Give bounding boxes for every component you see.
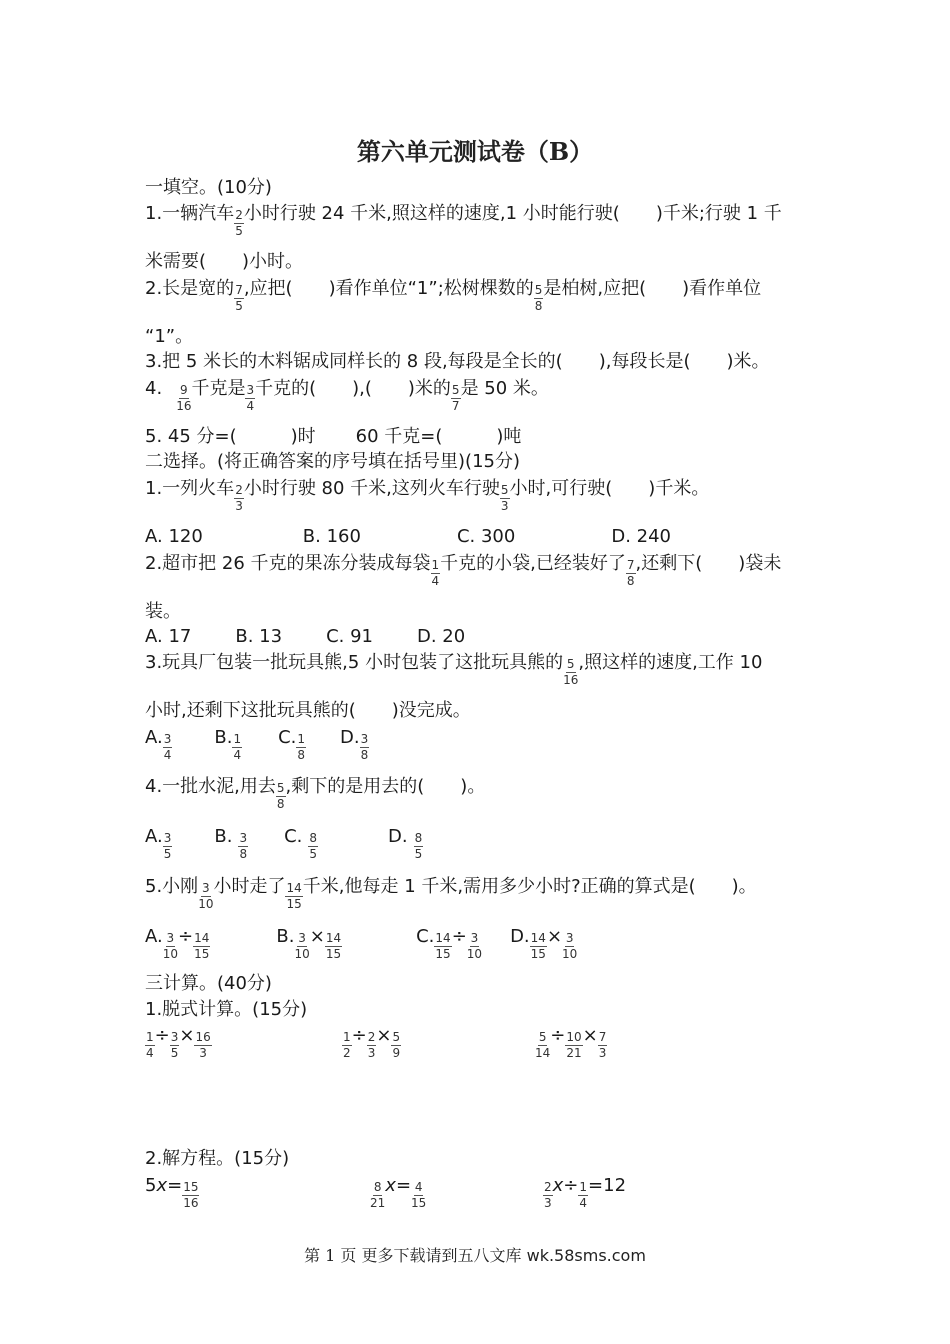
- equation-2: $\frac{8}{21}$ x= $\frac{4}{15}$: [370, 1175, 427, 1208]
- fill-heading: 一填空。(10分): [145, 177, 272, 198]
- choice-question-2-cont: 装。: [145, 601, 181, 622]
- fraction: $\frac{14}{15}$: [286, 883, 302, 909]
- fill-question-3: 3.把 5 米长的木料锯成同样长的 8 段,每段是全长的( ),每段长是( )米。: [145, 351, 770, 372]
- fill-question-2: 2.长是宽的 $\frac{7}{5}$ ,应把( )看作单位“1”;松树棵数的 $\frac{5}{8}$ 是柏树,应把( )看作单位: [145, 278, 762, 311]
- fraction: $\frac{5}{7}$: [451, 385, 460, 411]
- calc-expression-3: $\frac{5}{14}$ ÷ $\frac{10}{21}$ × $\frac{7}{3}$: [535, 1025, 607, 1058]
- fraction: $\frac{7}{8}$: [626, 560, 635, 586]
- fraction: $\frac{5}{8}$: [534, 285, 543, 311]
- choice-question-3-cont: 小时,还剩下这批玩具熊的( )没完成。: [145, 700, 471, 721]
- option-c[interactable]: C. $\frac{8}{5}$: [284, 826, 318, 859]
- option-d[interactable]: D. $\frac{14}{15}$ × $\frac{3}{10}$: [510, 926, 578, 959]
- choice-question-5: 5.小刚 $\frac{3}{10}$ 小时走了 $\frac{14}{15}$ 千米,他每走 1 千米,需用多少小时?正确的算式是( )。: [145, 876, 757, 909]
- fill-question-4: 4. $\frac{9}{16}$ 千克是 $\frac{3}{4}$ 千克的( ),( )米的 $\frac{5}{7}$ 是 50 米。: [145, 378, 549, 411]
- option-b[interactable]: B. $\frac{1}{4}$: [214, 727, 242, 760]
- choice-question-4: 4.一批水泥,用去 $\frac{5}{8}$ ,剩下的是用去的( )。: [145, 776, 486, 809]
- option-b[interactable]: B. $\frac{3}{8}$: [214, 826, 248, 859]
- fraction: $\frac{2}{5}$: [235, 210, 243, 236]
- choice-question-3: 3.玩具厂包装一批玩具熊,5 小时包装了这批玩具熊的 $\frac{5}{16}$ ,照这样的速度,工作 10: [145, 652, 763, 685]
- fraction: $\frac{3}{10}$: [198, 883, 214, 909]
- choice-question-3-options: [145, 726, 369, 760]
- choice-question-2-options: [145, 625, 465, 649]
- fraction: $\frac{2}{3}$: [235, 485, 243, 511]
- option-b[interactable]: B. 13: [235, 626, 283, 647]
- choice-question-2: 2.超市把 26 千克的果冻分装成每袋 $\frac{1}{4}$ 千克的小袋,已经装好了 $\frac{7}{8}$ ,还剩下( )袋未: [145, 553, 782, 586]
- fraction: $\frac{5}{8}$: [276, 783, 285, 809]
- choice-question-1: 1.一列火车 $\frac{2}{3}$ 小时行驶 80 千米,这列火车行驶 $\frac{5}{3}$ 小时,可行驶( )千米。: [145, 478, 710, 511]
- footer-text: 第 1 页 更多下载请到五八文库: [304, 1246, 522, 1265]
- calc-expression-1: $\frac{1}{4}$ ÷ $\frac{3}{5}$ × $\frac{16}{3}$: [146, 1025, 211, 1058]
- option-b[interactable]: B. $\frac{3}{10}$ × $\frac{14}{15}$: [276, 926, 342, 959]
- option-c[interactable]: C. $\frac{1}{8}$: [278, 727, 306, 760]
- calc-heading: 三计算。(40分): [145, 973, 272, 994]
- footer-site-link[interactable]: wk.58sms.com: [526, 1246, 646, 1265]
- fraction: $\frac{5}{3}$: [500, 485, 509, 511]
- fraction: $\frac{7}{5}$: [235, 285, 243, 311]
- fraction: $\frac{9}{16}$: [176, 385, 192, 411]
- option-a[interactable]: A. 120: [145, 526, 203, 547]
- fill-question-1-cont: 米需要( )小时。: [145, 251, 304, 272]
- fill-question-1: 1.一辆汽车 $\frac{2}{5}$ 小时行驶 24 千米,照这样的速度,1 小时能行驶( )千米;行驶 1 千: [145, 203, 782, 236]
- equation-3: $\frac{2}{3}$ x÷ $\frac{1}{4}$ =12: [544, 1175, 627, 1208]
- option-d[interactable]: D. 20: [416, 626, 466, 647]
- option-d[interactable]: D. $\frac{8}{5}$: [388, 826, 423, 859]
- page-footer: [0, 1243, 950, 1266]
- fill-question-2-cont: “1”。: [145, 326, 194, 347]
- calc-sub-heading-1: 1.脱式计算。(15分): [145, 999, 308, 1020]
- option-d[interactable]: D. $\frac{3}{8}$: [340, 727, 369, 760]
- option-a[interactable]: A. $\frac{3}{5}$: [145, 826, 172, 859]
- fraction: $\frac{1}{4}$: [431, 560, 440, 586]
- calc-sub-heading-2: 2.解方程。(15分): [145, 1148, 290, 1169]
- option-d[interactable]: D. 240: [611, 526, 671, 547]
- choice-question-4-options: [145, 825, 423, 859]
- page-title: 第六单元测试卷（B）: [356, 137, 594, 166]
- option-c[interactable]: C. $\frac{14}{15}$ ÷ $\frac{3}{10}$: [416, 926, 483, 959]
- fraction: $\frac{5}{16}$: [563, 659, 579, 685]
- option-a[interactable]: A. $\frac{3}{4}$: [145, 727, 172, 760]
- option-b[interactable]: B. 160: [302, 526, 361, 547]
- choice-heading: 二选择。(将正确答案的序号填在括号里)(15分): [145, 451, 520, 472]
- equation-1: 5x= $\frac{15}{16}$: [145, 1175, 199, 1208]
- fill-question-5: 5. 45 分=( )时 60 千克=( )吨: [145, 426, 522, 447]
- choice-question-5-options: [145, 925, 577, 959]
- choice-question-1-options: [145, 525, 671, 549]
- calc-expression-2: $\frac{1}{2}$ ÷ $\frac{2}{3}$ × $\frac{5}{9}$: [343, 1025, 401, 1058]
- option-c[interactable]: C. 91: [326, 626, 373, 647]
- option-c[interactable]: C. 300: [456, 526, 516, 547]
- option-a[interactable]: A. $\frac{3}{10}$ ÷ $\frac{14}{15}$: [145, 926, 210, 959]
- fraction: $\frac{3}{4}$: [246, 385, 255, 411]
- option-a[interactable]: A. 17: [145, 626, 192, 647]
